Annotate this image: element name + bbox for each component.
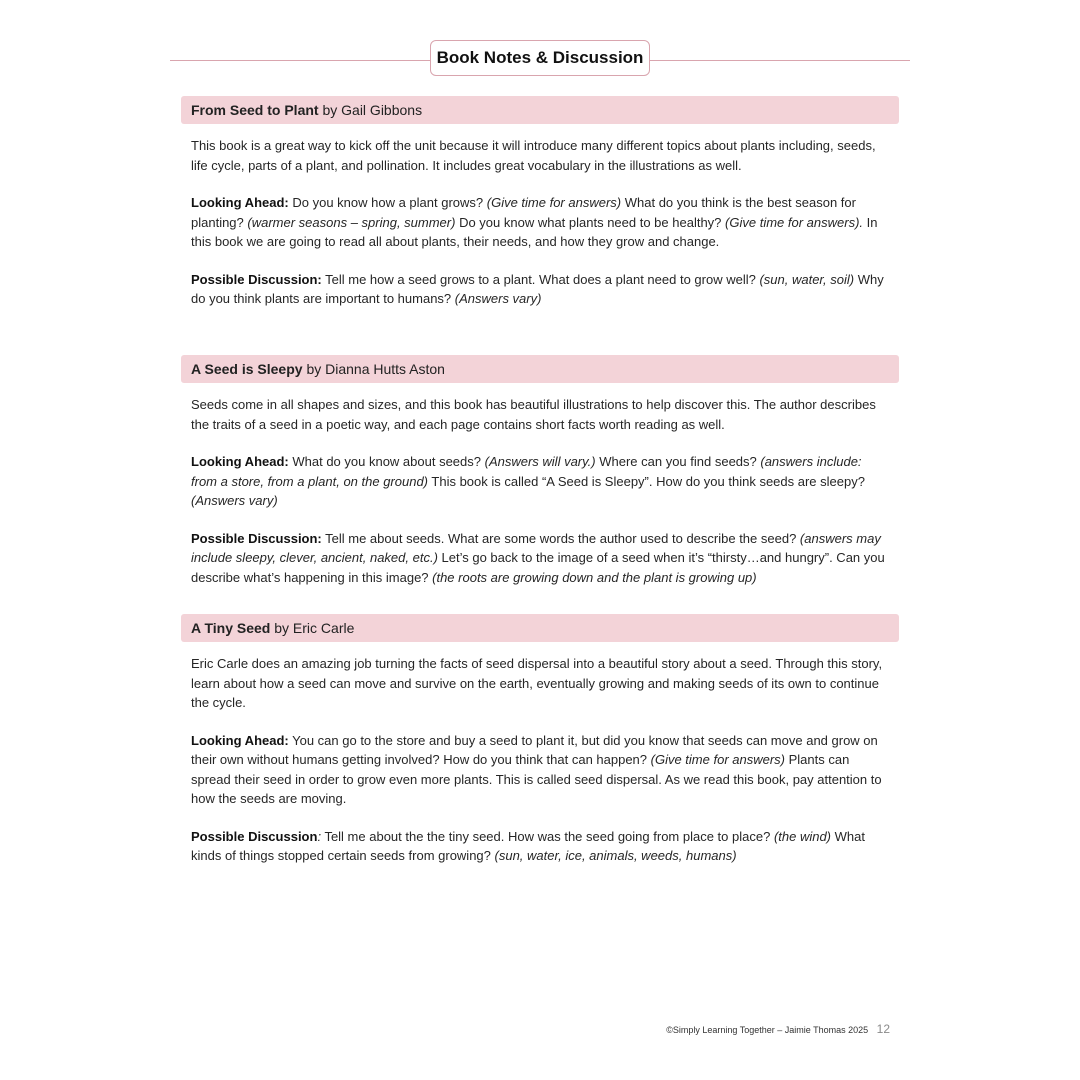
paragraph-label: Possible Discussion: [191,271,322,287]
answer-hint: (answers include: from a store, from a plant, on the ground) [191,454,862,489]
possible-discussion [191,270,889,309]
book-summary: Seeds come in all shapes and sizes, and this book has beautiful illustrations to help discover this. The author describes the traits of a seed in a poetic way, and each page contains short facts worth reading as well. [191,397,876,432]
paragraph-text: In this book we are going to read all about plants, their needs, and how they grow and change. [191,214,878,249]
book-author: by Dianna Hutts Aston [306,361,445,377]
answer-hint: (Give time for answers) [650,752,786,767]
answer-hint: (Answers will vary.) [484,454,596,469]
paragraph-label: Looking Ahead: [191,195,289,210]
paragraph-text: You can go to the store and buy a seed to plant it, but did you know that seeds can move and grow on their own without humans getting involved? How do you think that can happen? [191,732,878,767]
answer-hint: (Answers vary) [191,493,278,508]
answer-hint: : [317,828,322,844]
book-section-2 [181,355,899,587]
paragraph-text: Why do you think plants are important to humans? [191,271,884,306]
answer-hint: (Answers vary) [454,291,542,306]
possible-discussion [191,827,889,866]
paragraph-text: Tell me how a seed grows to a plant. What does a plant need to grow well? [321,271,760,287]
paragraph-text: Let’s go back to the image of a seed when it’s “thirsty…and hungry”. Can you describe what’s happening in this image? [191,550,885,585]
paragraph-label: Looking Ahead: [191,732,289,748]
answer-hint: (warmer seasons – spring, summer) [247,214,456,230]
paragraph-text: Do you know what plants need to be healthy? [455,214,726,230]
looking-ahead [191,452,889,511]
paragraph-text: What kinds of things stopped certain seeds from growing? [191,828,865,863]
page-title: Book Notes & Discussion [430,40,650,76]
book-summary: This book is a great way to kick off the unit because it will introduce many different topics about plants including, seeds, life cycle, parts of a plant, and pollination. It includes great vocabulary in the illustrations as well. [191,138,876,173]
answer-hint: (sun, water, ice, animals, weeds, humans) [494,848,737,863]
paragraph-text: This book is called “A Seed is Sleepy”. How do you think seeds are sleepy? [428,473,865,489]
paragraph-text: What do you know about seeds? [288,454,485,469]
book-author: by Gail Gibbons [322,102,423,118]
answer-hint: (the roots are growing down and the plant is growing up) [432,569,757,585]
paragraph-text: What do you think is the best season for planting? [191,195,856,230]
paragraph-text: Plants can spread their seed in order to grow even more plants. This is called seed dispersal. As we read this book, pay attention to how the seeds are moving. [191,752,882,806]
paragraph-text: Tell me about seeds. What are some words the author used to describe the seed? [321,530,800,546]
header [170,40,910,78]
paragraph-label: Possible Discussion: [191,530,322,546]
paragraph-label: Possible Discussion [191,828,318,844]
book-title: From Seed to Plant [191,102,319,118]
book-title: A Tiny Seed [191,620,271,636]
answer-hint: (the wind) [773,828,832,844]
looking-ahead [191,193,889,252]
book-header [181,96,899,124]
book-header [181,614,899,642]
book-author: by Eric Carle [274,620,355,636]
possible-discussion [191,529,889,588]
page-footer [666,1022,890,1036]
book-section-3 [181,614,899,866]
book-title: A Seed is Sleepy [191,361,303,377]
book-header [181,355,899,383]
book-summary: Eric Carle does an amazing job turning the facts of seed dispersal into a beautiful story about a seed. Through this story, learn about how a seed can move and survive on the earth, eventually growing and making seeds of its own to continue the cycle. [191,656,883,710]
copyright-text: ©Simply Learning Together – Jaimie Thomas 2025 [666,1025,869,1035]
page-number: 12 [876,1022,890,1036]
paragraph-text: Where can you find seeds? [595,454,761,469]
looking-ahead [191,731,889,809]
answer-hint: (Give time for answers) [486,195,622,210]
paragraph-text: Do you know how a plant grows? [288,195,487,210]
paragraph-text: Tell me about the the tiny seed. How was the seed going from place to place? [321,828,774,844]
answer-hint: (answers may include sleepy, clever, ancient, naked, etc.) [191,530,881,565]
paragraph-label: Looking Ahead: [191,454,289,469]
book-section-1 [181,96,899,309]
answer-hint: (Give time for answers). [725,214,864,230]
answer-hint: (sun, water, soil) [759,271,855,287]
